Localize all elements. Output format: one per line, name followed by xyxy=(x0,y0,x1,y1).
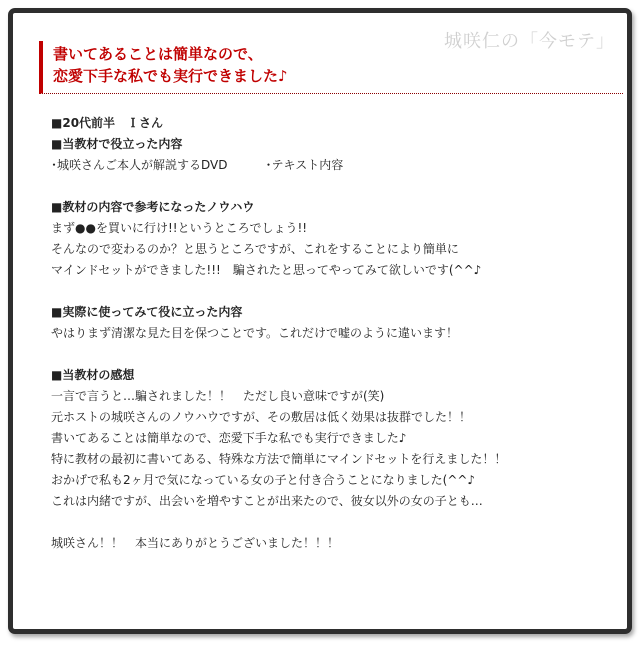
helpful-line: まず●●を買いに行け!!というところでしょう!! xyxy=(51,221,308,235)
helpful-section-title: ■教材の内容で参考になったノウハウ xyxy=(51,200,255,214)
impression-section-title: ■当教材の感想 xyxy=(51,368,135,382)
heading-line-1: 書いてあることは簡単なので、 xyxy=(53,45,263,63)
useful-item-text: ･テキスト内容 xyxy=(265,158,344,172)
impression-line: 書いてあることは簡単なので、恋愛下手な私でも実行できました♪ xyxy=(51,431,407,445)
impression-line: 元ホストの城咲さんのノウハウですが、その敷居は低く効果は抜群でした！！ xyxy=(51,410,472,424)
reviewer-label: ■20代前半 Ｉさん xyxy=(51,116,164,130)
useful-items xyxy=(51,155,611,176)
helpful-line: そんなので変わるのか？と思うところですが、これをすることにより簡単に xyxy=(51,242,459,256)
closing-thanks: 城咲さん！！ 本当にありがとうございました！！！ xyxy=(51,536,340,550)
practical-section-title: ■実際に使ってみて役に立った内容 xyxy=(51,305,243,319)
impression-line: おかげで私も2ヶ月で気になっている女の子と付き合うことになりました(^^♪ xyxy=(51,473,476,487)
helpful-line: マインドセットができました!!! 騙されたと思ってやってみて欲しいです(^^♪ xyxy=(51,263,482,277)
impression-line: 一言で言うと…騙されました！！ ただし良い意味ですが(笑) xyxy=(51,389,385,403)
testimonial-body xyxy=(51,113,611,554)
impression-line: これは内緒ですが、出会いを増やすことが出来たので、彼女以外の女の子とも… xyxy=(51,494,483,508)
testimonial-heading xyxy=(39,41,623,94)
useful-item-dvd: ･城咲さんご本人が解説するDVD xyxy=(51,158,228,172)
heading-line-2: 恋愛下手な私でも実行できました♪ xyxy=(53,67,288,85)
brand-watermark: 城咲仁の「今モテ」 xyxy=(444,31,615,52)
practical-line: やはりまず清潔な見た目を保つことです。これだけで嘘のように違います！ xyxy=(51,326,459,340)
testimonial-frame xyxy=(8,8,632,634)
useful-section-title: ■当教材で役立った内容 xyxy=(51,137,183,151)
impression-line: 特に教材の最初に書いてある、特殊な方法で簡単にマインドセットを行えました！！ xyxy=(51,452,507,466)
